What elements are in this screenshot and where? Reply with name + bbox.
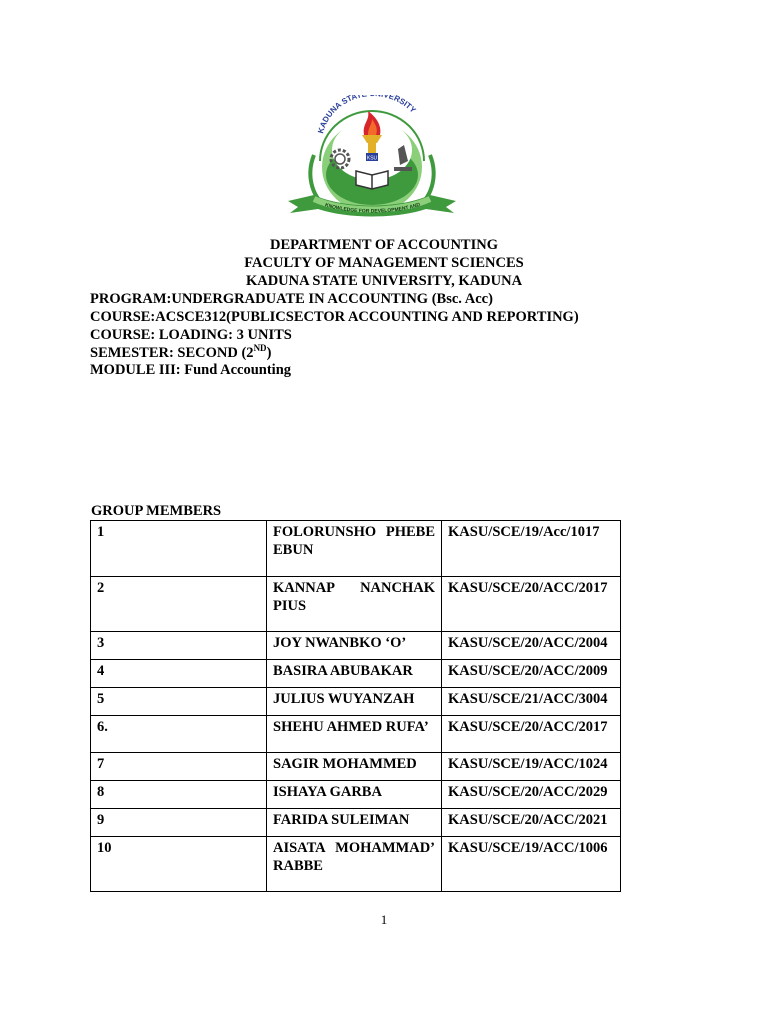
member-reg-number: KASU/SCE/20/ACC/2017 — [442, 577, 621, 632]
loading-line: COURSE: LOADING: 3 UNITS — [90, 327, 292, 343]
table-row — [91, 632, 621, 660]
course-line: COURSE:ACSCE312(PUBLICSECTOR ACCOUNTING AND REPORTING) — [90, 309, 579, 325]
faculty-title: FACULTY OF MANAGEMENT SCIENCES — [244, 255, 524, 271]
department-title: DEPARTMENT OF ACCOUNTING — [269, 237, 498, 253]
semester-suffix: ) — [266, 345, 272, 361]
semester-prefix: SEMESTER: SECOND (2 — [90, 345, 254, 361]
table-row — [91, 577, 621, 632]
member-name: SAGIR MOHAMMED — [267, 753, 442, 781]
group-members-table — [90, 520, 621, 892]
table-row — [91, 837, 621, 892]
semester-line — [90, 345, 271, 362]
member-number: 5 — [91, 688, 267, 716]
member-name: FARIDA SULEIMAN — [267, 809, 442, 837]
member-reg-number: KASU/SCE/19/Acc/1017 — [442, 521, 621, 577]
member-reg-number: KASU/SCE/20/ACC/2021 — [442, 809, 621, 837]
member-number: 2 — [91, 577, 267, 632]
member-name: ISHAYA GARBA — [267, 781, 442, 809]
member-reg-number: KASU/SCE/21/ACC/3004 — [442, 688, 621, 716]
member-reg-number: KASU/SCE/20/ACC/2017 — [442, 716, 621, 753]
module-line: MODULE III: Fund Accounting — [90, 362, 292, 378]
table-row — [91, 781, 621, 809]
table-row — [91, 688, 621, 716]
member-name: FOLORUNSHO PHEBE EBUN — [267, 521, 442, 577]
page-number: 1 — [380, 912, 388, 927]
member-name: AISATA MOHAMMAD’ RABBE — [267, 837, 442, 892]
table-row — [91, 753, 621, 781]
group-members-heading: GROUP MEMBERS — [91, 503, 222, 519]
member-name: JOY NWANBKO ‘O’ — [267, 632, 442, 660]
university-title: KADUNA STATE UNIVERSITY, KADUNA — [245, 273, 523, 289]
member-name: JULIUS WUYANZAH — [267, 688, 442, 716]
member-number: 3 — [91, 632, 267, 660]
member-name: SHEHU AHMED RUFA’ — [267, 716, 442, 753]
logo-banner-text: KNOWLEDGE FOR DEVELOPMENT AND — [324, 201, 422, 215]
member-reg-number: KASU/SCE/19/ACC/1024 — [442, 753, 621, 781]
table-row — [91, 716, 621, 753]
member-reg-number: KASU/SCE/20/ACC/2009 — [442, 660, 621, 688]
table-row — [91, 809, 621, 837]
member-number: 10 — [91, 837, 267, 892]
table-row — [91, 521, 621, 577]
member-reg-number: KASU/SCE/19/ACC/1006 — [442, 837, 621, 892]
program-line: PROGRAM:UNDERGRADUATE IN ACCOUNTING (Bsc. Acc) — [90, 291, 493, 307]
member-number: 9 — [91, 809, 267, 837]
member-number: 6. — [91, 716, 267, 753]
member-name: BASIRA ABUBAKAR — [267, 660, 442, 688]
member-name: KANNAP NANCHAK PIUS — [267, 577, 442, 632]
semester-superscript: ND — [253, 343, 267, 353]
member-number: 4 — [91, 660, 267, 688]
member-reg-number: KASU/SCE/20/ACC/2004 — [442, 632, 621, 660]
member-number: 8 — [91, 781, 267, 809]
member-reg-number: KASU/SCE/20/ACC/2029 — [442, 781, 621, 809]
logo-arc-text: KADUNA STAT VERSITY — [316, 95, 418, 135]
university-logo — [284, 95, 460, 221]
logo-shield-text: KSU — [366, 155, 378, 162]
table-row — [91, 660, 621, 688]
member-number: 1 — [91, 521, 267, 577]
member-number: 7 — [91, 753, 267, 781]
